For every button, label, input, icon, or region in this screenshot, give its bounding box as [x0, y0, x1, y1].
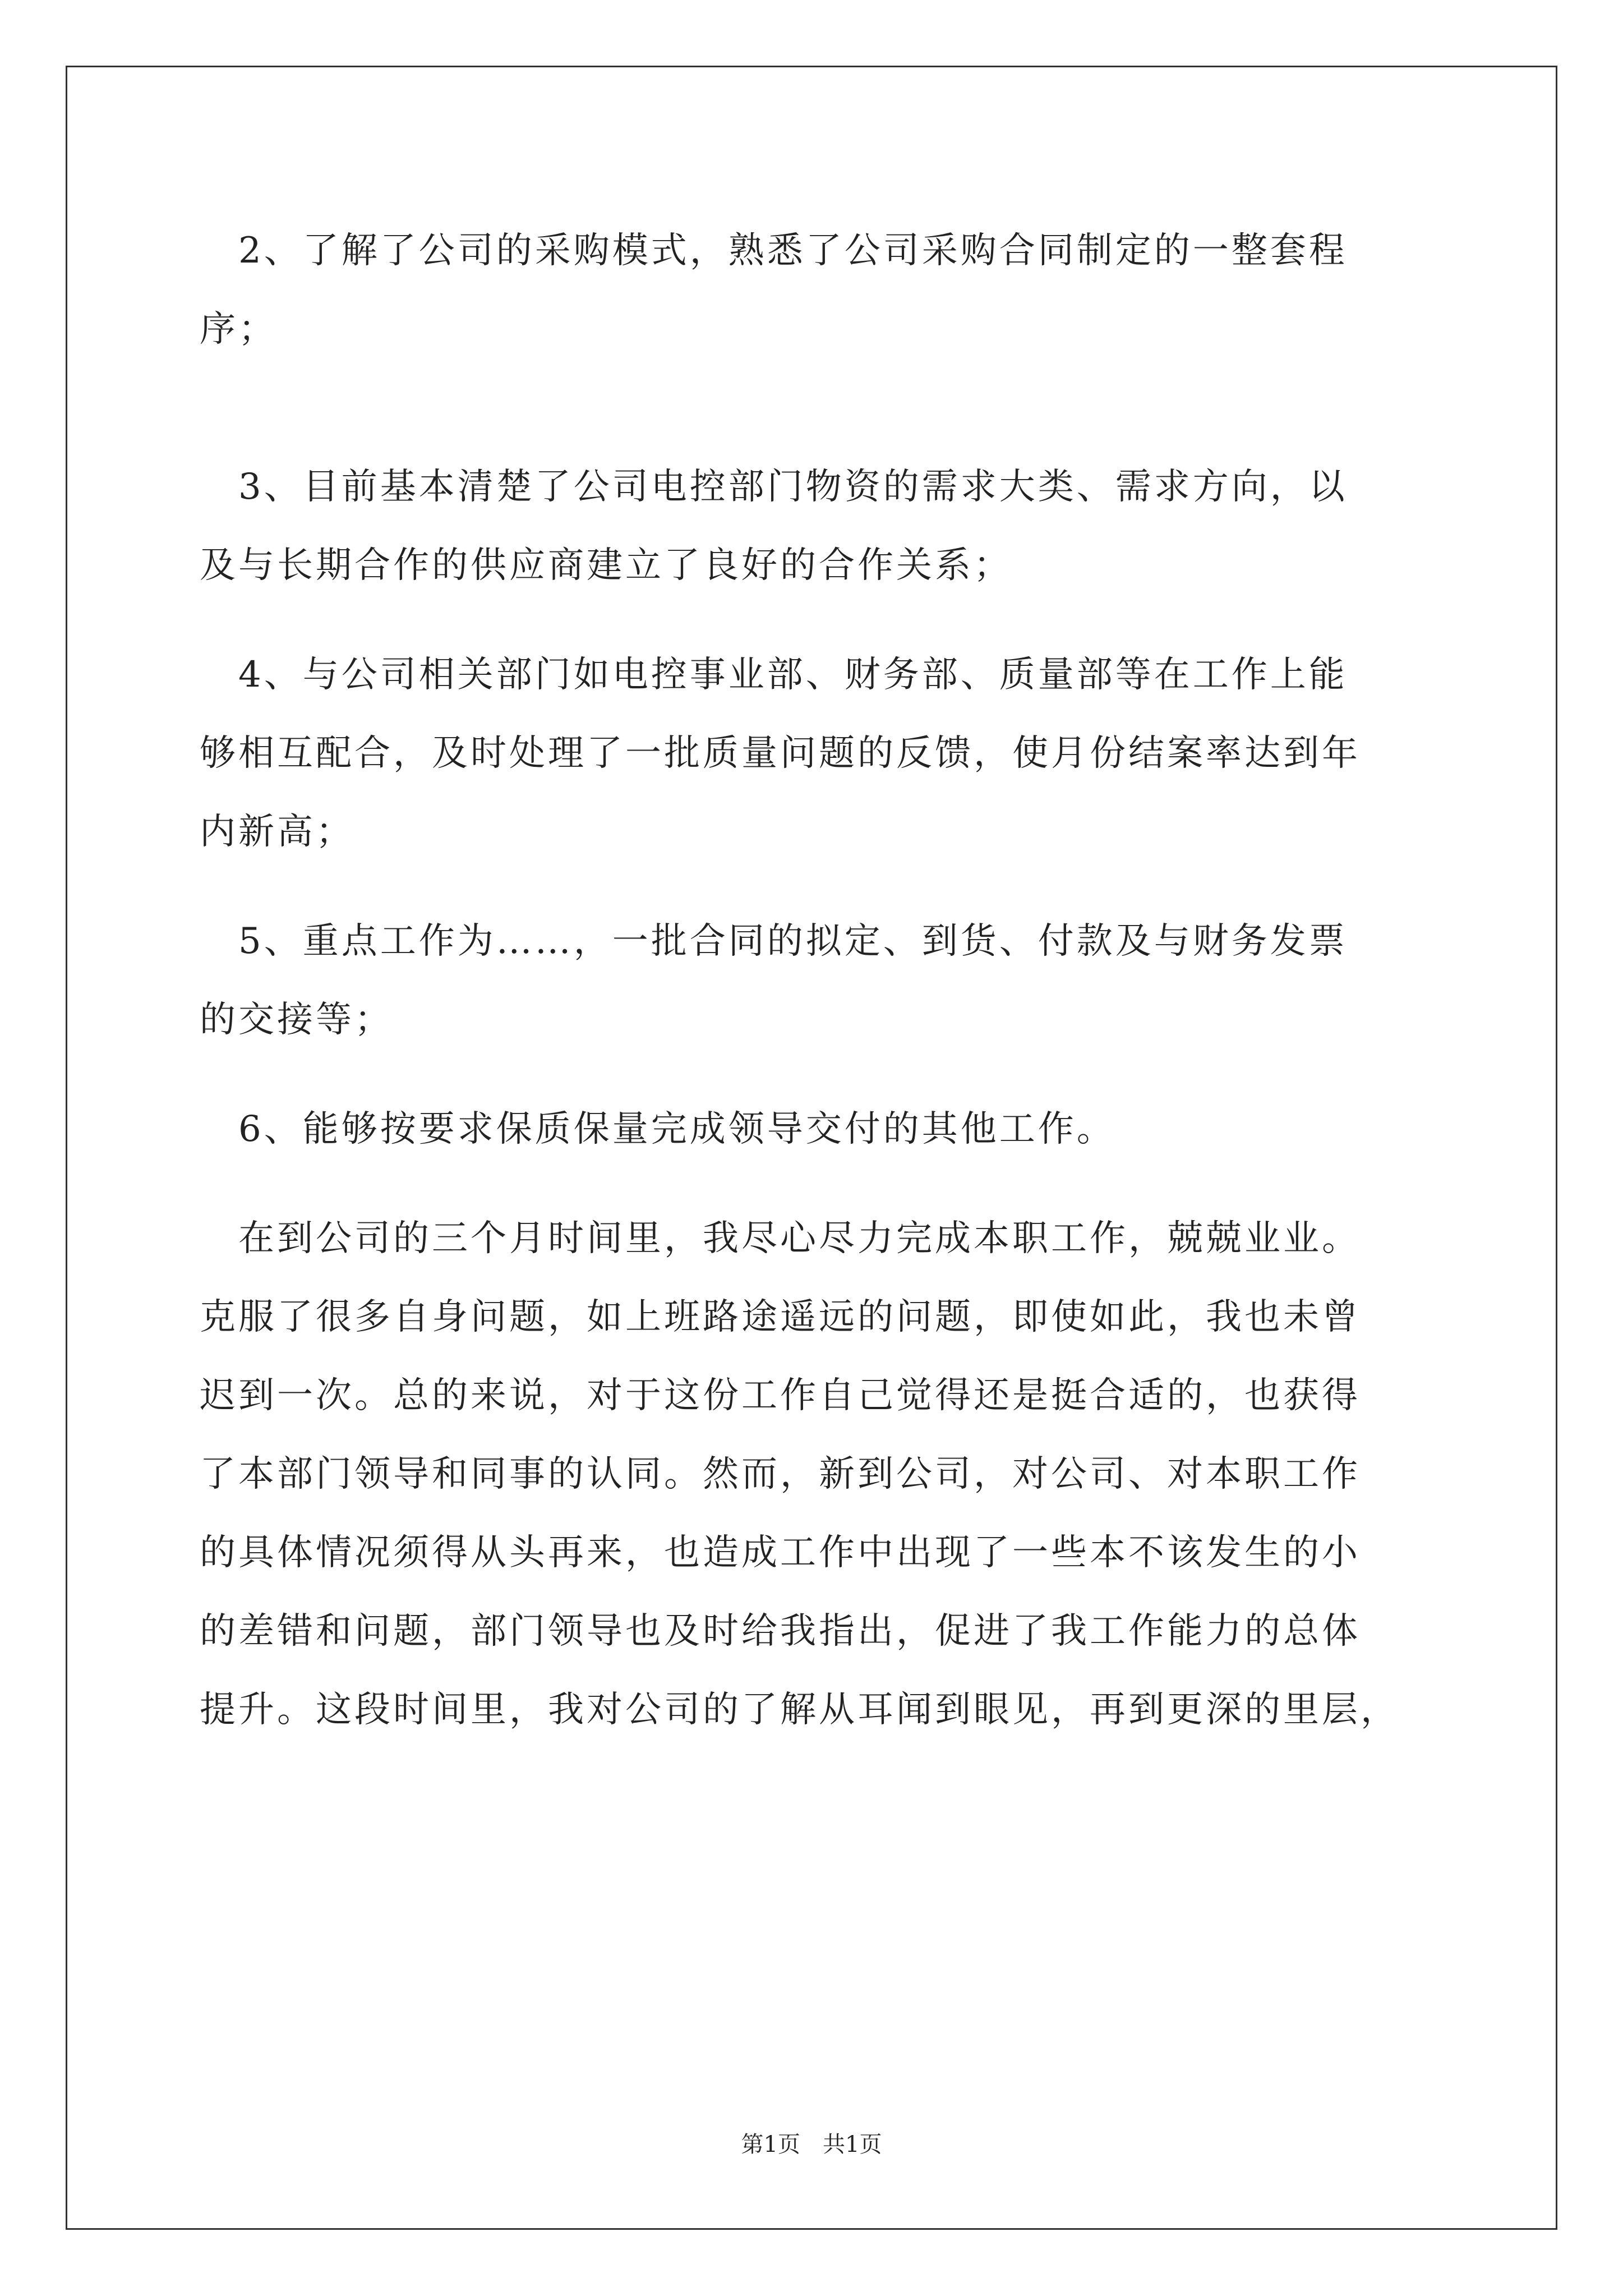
text-line: 及与长期合作的供应商建立了良好的合作关系； [200, 545, 1012, 586]
text-line: 的差错和问题，部门领导也及时给我指出，促进了我工作能力的总体 [200, 1611, 1361, 1652]
text-line: 序； [200, 309, 277, 350]
text-line: 了本部门领导和同事的认同。然而，新到公司，对公司、对本职工作 [200, 1453, 1361, 1495]
text-line: 克服了很多自身问题，如上班路途遥远的问题，即使如此，我也未曾 [200, 1296, 1361, 1338]
text-line: 的具体情况须得从头再来，也造成工作中出现了一些本不该发生的小 [200, 1532, 1361, 1573]
text-line: 4、与公司相关部门如电控事业部、财务部、质量部等在工作上能 [200, 654, 1348, 696]
text-line: 提升。这段时间里，我对公司的了解从耳闻到眼见，再到更深的里层， [200, 1689, 1399, 1731]
page-number-footer: 第1页 共1页 [741, 2132, 882, 2157]
text-line: 3、目前基本清楚了公司电控部门物资的需求大类、需求方向，以 [200, 466, 1348, 508]
text-line: 2、了解了公司的采购模式，熟悉了公司采购合同制定的一整套程 [200, 230, 1348, 272]
text-line: 内新高； [200, 811, 354, 853]
text-line: 5、重点工作为……，一批合同的拟定、到货、付款及与财务发票 [200, 921, 1348, 962]
text-line: 的交接等； [200, 999, 393, 1041]
text-line: 在到公司的三个月时间里，我尽心尽力完成本职工作，兢兢业业。 [200, 1218, 1361, 1259]
text-line: 6、能够按要求保质保量完成领导交付的其他工作。 [200, 1108, 1115, 1150]
text-line: 够相互配合，及时处理了一批质量问题的反馈，使月份结案率达到年 [200, 733, 1361, 774]
text-line: 迟到一次。总的来说，对于这份工作自己觉得还是挺合适的，也获得 [200, 1375, 1361, 1416]
